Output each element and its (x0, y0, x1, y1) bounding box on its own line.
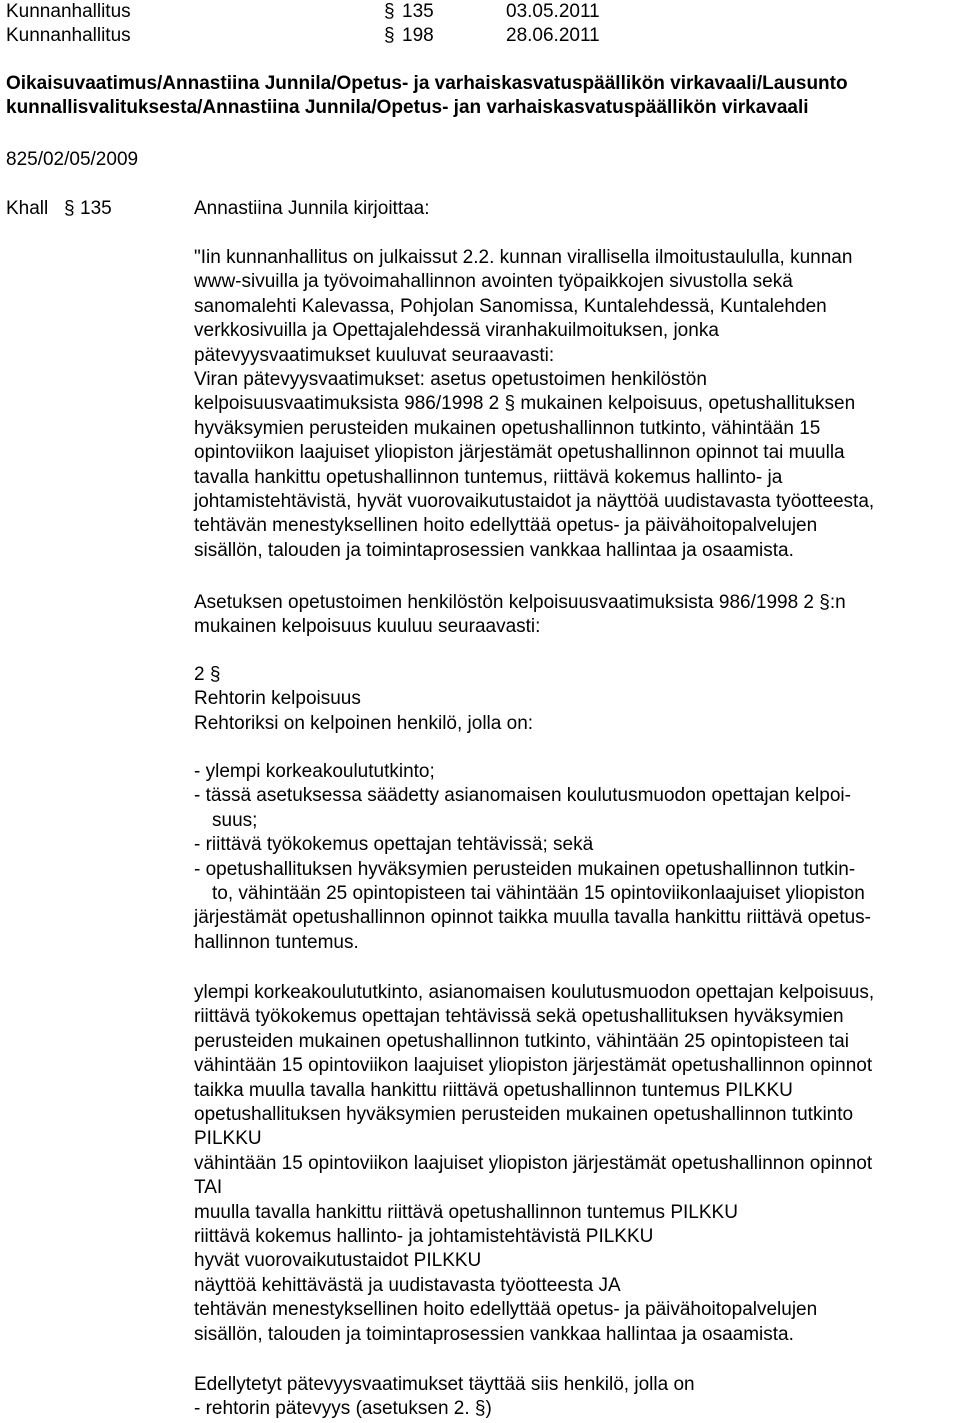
text-line: Edellytetyt pätevyysvaatimukset täyttää siis henkilö, jolla on (194, 1374, 695, 1395)
text-line: tavalla hankittu opetushallinnon tuntemus, riittävä kokemus hallinto- ja (194, 466, 783, 488)
text-line: TAI (194, 1177, 223, 1199)
section-block (194, 663, 954, 736)
text-line: opetushallituksen hyväksymien perusteiden mukainen opetushallinnon tutkinto (194, 1104, 854, 1126)
paragraph-number: 135 (402, 1, 434, 22)
section-sign: § (64, 198, 75, 219)
text-line: hyväksymien perusteiden mukainen opetushallinnon tutkinto, vähintään 15 (194, 417, 821, 439)
text-line: sisällön, talouden ja toimintaprosessien vankkaa hallintaa ja osaamista. (194, 539, 794, 561)
text-line: taikka muulla tavalla hankittu riittävä opetushallinnon tuntemus PILKKU (194, 1079, 793, 1101)
title-line: kunnallisvalituksesta/Annastiina Junnila/Opetus- jan varhaiskasvatuspäällikön virkavaali (6, 97, 809, 119)
text-line: vähintään 15 opintoviikon laajuiset yliopiston järjestämät opetushallinnon opinnot (194, 1152, 873, 1174)
section-number: 2 § (194, 664, 221, 685)
list-item: - ylempi korkeakoulututkinto; (194, 761, 435, 782)
text-line: riittävä työkokemus opettajan tehtävissä sekä opetushallituksen hyväksymien (194, 1006, 844, 1028)
meeting-body: Kunnanhallitus (6, 25, 131, 46)
list-item: - opetushallituksen hyväksymien perusteiden mukainen opetushallinnon tutkin- (194, 858, 856, 880)
paragraph-conclusion (194, 1373, 954, 1422)
text-line: perusteiden mukainen opetushallinnon tutkinto, vähintään 25 opintopisteen tai (194, 1030, 849, 1052)
text-line: vähintään 15 opintoviikon laajuiset yliopiston järjestämät opetushallinnon opinnot (194, 1055, 873, 1077)
text-line: ylempi korkeakoulututkinto, asianomaisen koulutusmuodon opettajan kelpoisuus, (194, 982, 875, 1003)
meeting-date: 28.06.2011 (506, 25, 600, 46)
text-line: Asetuksen opetustoimen henkilöstön kelpoisuusvaatimuksista 986/1998 2 §:n (194, 592, 846, 613)
text-line: opintoviikon laajuiset yliopiston järjestämät opetushallinnon opinnot tai muulla (194, 442, 845, 464)
khall-label: Khall (6, 198, 49, 219)
paragraph-regulation (194, 591, 954, 640)
text-line: PILKKU (194, 1128, 262, 1150)
text-line: hyvät vuorovaikutustaidot PILKKU (194, 1250, 482, 1272)
text-line: tehtävän menestyksellinen hoito edellyttää opetus- ja päivähoitopalvelujen (194, 1299, 818, 1321)
text-line: www-sivuilla ja työvoimahallinnon avointen työpaikkojen sivustolla sekä (194, 271, 793, 293)
section-sign: § (384, 1, 395, 22)
khall-number: 135 (80, 198, 112, 219)
section-sign: § (384, 25, 395, 46)
paragraph-number: 198 (402, 25, 434, 46)
document-title (6, 72, 848, 121)
text-line: näyttöä kehittävästä ja uudistavasta työotteesta JA (194, 1274, 621, 1296)
requirements-list (194, 760, 954, 955)
text-line: muulla tavalla hankittu riittävä opetushallinnon tuntemus PILKKU (194, 1201, 738, 1223)
list-item: - tässä asetuksessa säädetty asianomaisen koulutusmuodon opettajan kelpoi- (194, 785, 851, 807)
meeting-body: Kunnanhallitus (6, 1, 131, 22)
text-line: johtamistehtävistä, hyvät vuorovaikutustaidot ja näyttöä uudistavasta työotteesta, (194, 491, 875, 513)
meeting-date: 03.05.2011 (506, 1, 600, 22)
text-line: mukainen kelpoisuus kuuluu seuraavasti: (194, 616, 541, 638)
section-heading: Rehtorin kelpoisuus (194, 688, 361, 710)
text-line: sanomalehti Kalevassa, Pohjolan Sanomissa, Kuntalehdessä, Kuntalehden (194, 295, 827, 317)
list-item: - riittävä työkokemus opettajan tehtävissä; sekä (194, 834, 594, 856)
list-item-continuation: suus; (212, 809, 258, 831)
text-line: pätevyysvaatimukset kuuluvat seuraavasti: (194, 344, 555, 366)
list-item-continuation: to, vähintään 25 opintopisteen tai vähintään 15 opintoviikonlaajuiset yliopiston (212, 883, 865, 905)
text-line: sisällön, talouden ja toimintaprosessien vankkaa hallintaa ja osaamista. (194, 1323, 794, 1345)
text-line: kelpoisuusvaatimuksista 986/1998 2 § mukainen kelpoisuus, opetushallituksen (194, 393, 856, 415)
text-line: tehtävän menestyksellinen hoito edellyttää opetus- ja päivähoitopalvelujen (194, 515, 818, 537)
document-number: 825/02/05/2009 (6, 149, 139, 170)
paragraph-announcement (194, 246, 954, 563)
paragraph-analysis (194, 981, 954, 1347)
section-intro: Rehtoriksi on kelpoinen henkilö, jolla on: (194, 712, 534, 734)
text-line: verkkosivuilla ja Opettajalehdessä viranhakuilmoituksen, jonka (194, 320, 719, 342)
text-line: "Iin kunnanhallitus on julkaissut 2.2. kunnan virallisella ilmoitustaululla, kunnan (194, 247, 853, 268)
list-item-continuation: hallinnon tuntemus. (194, 931, 359, 953)
title-line: Oikaisuvaatimus/Annastiina Junnila/Opetus- ja varhaiskasvatuspäällikön virkavaali/Lausunto (6, 73, 848, 94)
text-line: riittävä kokemus hallinto- ja johtamistehtävistä PILKKU (194, 1226, 654, 1248)
text-line: Viran pätevyysvaatimukset: asetus opetustoimen henkilöstön (194, 369, 707, 391)
author-line: Annastiina Junnila kirjoittaa: (194, 198, 430, 219)
text-line: - rehtorin pätevyys (asetuksen 2. §) (194, 1398, 492, 1420)
list-item-continuation: järjestämät opetushallinnon opinnot taikka muulla tavalla hankittu riittävä opetus- (194, 907, 872, 929)
